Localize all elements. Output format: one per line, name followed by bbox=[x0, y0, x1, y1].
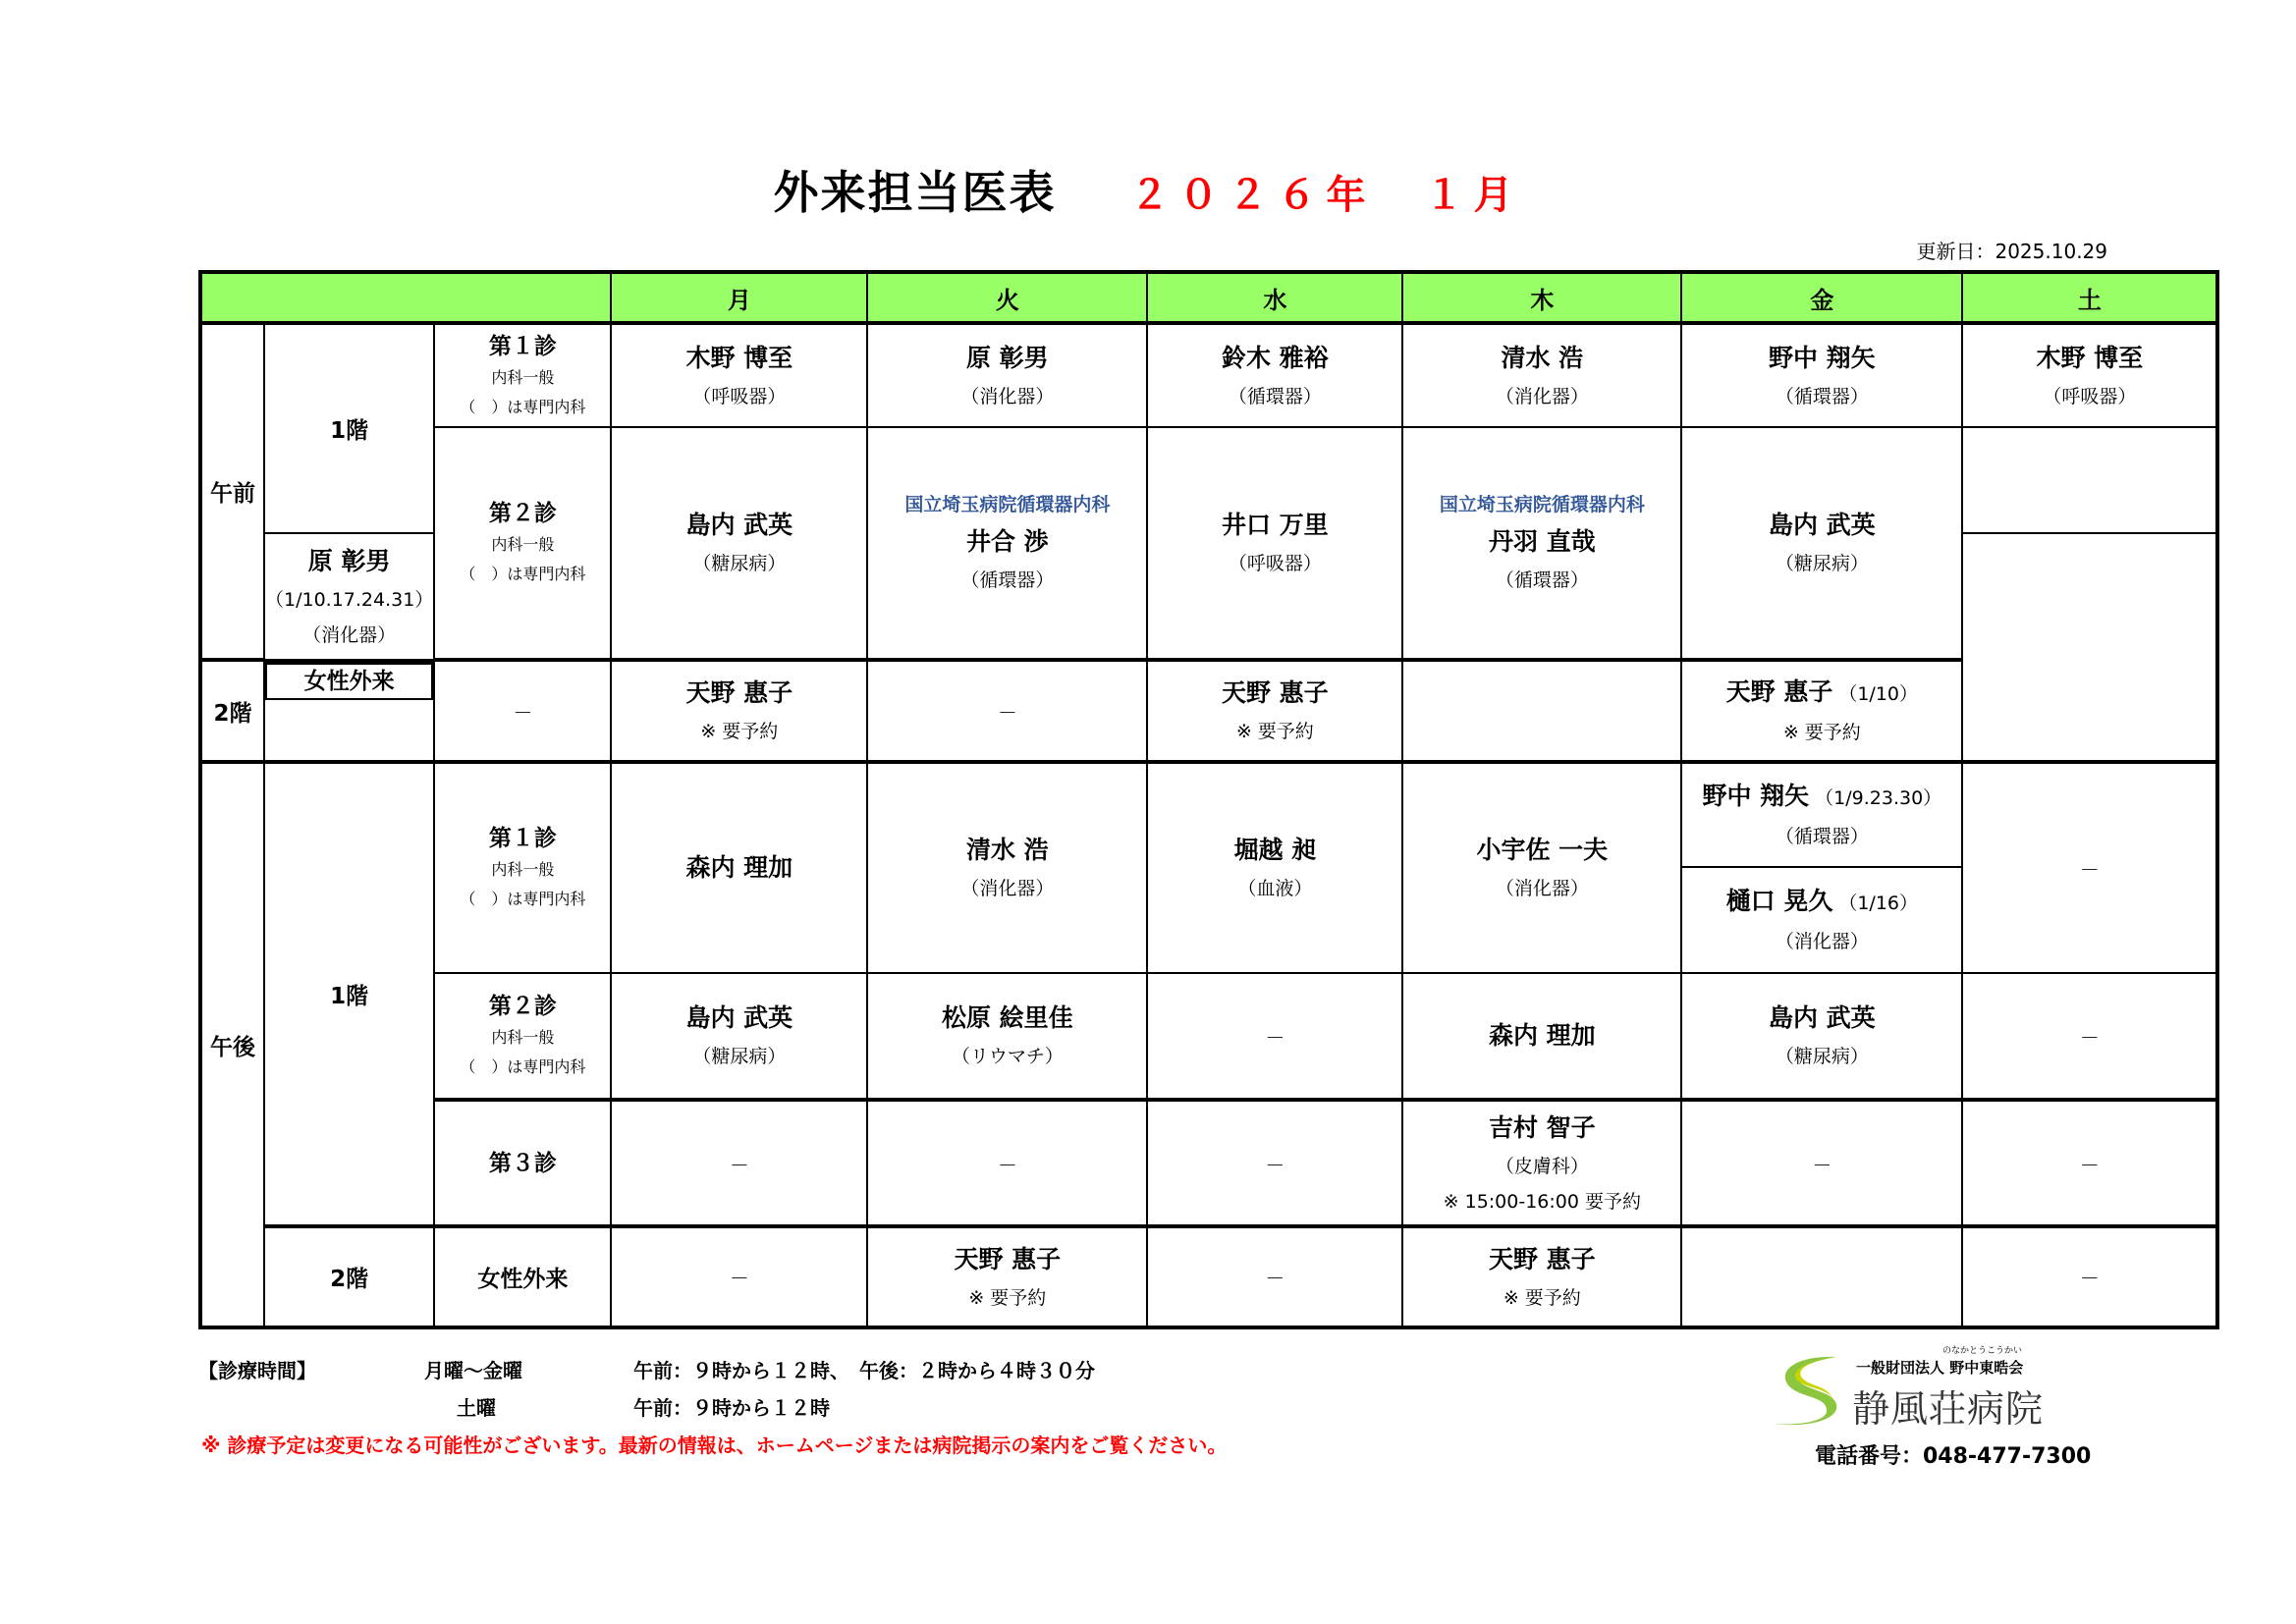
pm-room1-mon: 森内 理加 bbox=[611, 762, 867, 973]
updated-date: 更新日：2025.10.29 bbox=[1916, 240, 2107, 263]
saturday-hours: 午前：９時から１２時 bbox=[633, 1396, 830, 1420]
am-womens-fri bbox=[1402, 660, 1681, 762]
pm-room3-fri: － bbox=[1681, 1100, 1962, 1226]
am-womens-label: 女性外来 bbox=[265, 661, 433, 700]
am-womens-mon: － bbox=[434, 660, 611, 762]
am-room2-label: 第２診 内科一般 （ ）は専門内科 bbox=[434, 427, 611, 660]
hospital-logo bbox=[1768, 1343, 2062, 1432]
day-header-tue: 火 bbox=[867, 272, 1147, 323]
pm-room2-fri: 島内 武英 （糖尿病） bbox=[1681, 973, 1962, 1100]
pm-womens-mon: － bbox=[611, 1226, 867, 1327]
affiliation-label: 国立埼玉病院循環器内科 bbox=[1439, 494, 1645, 515]
year-month: ２０２６年 １月 bbox=[1129, 173, 1523, 218]
pm-room2-wed: － bbox=[1147, 973, 1402, 1100]
day-header-mon: 月 bbox=[611, 272, 867, 323]
am-room1-mon: 木野 博至 （呼吸器） bbox=[611, 323, 867, 427]
org-name: 一般財団法人 野中東晧会 bbox=[1856, 1359, 2024, 1377]
pm-room1-row-a bbox=[200, 762, 2217, 867]
am-room1-label: 第１診 内科一般 （ ）は専門内科 bbox=[434, 323, 611, 427]
pm-room1-sat: － bbox=[1962, 762, 2217, 973]
am-room1-fri: 野中 翔矢 （循環器） bbox=[1681, 323, 1962, 427]
am-room2-row-a bbox=[200, 427, 2217, 533]
pm-floor1-label: 1階 bbox=[264, 762, 434, 1226]
pm-womens-thu: 天野 惠子 ※ 要予約 bbox=[1402, 1226, 1681, 1327]
pm-room3-label: 第３診 bbox=[434, 1100, 611, 1226]
am-womens-sat: 天野 惠子 （1/10） ※ 要予約 bbox=[1681, 660, 1962, 762]
pm-room1-fri-top: 野中 翔矢 （1/9.23.30） （循環器） bbox=[1681, 762, 1962, 867]
schedule-table bbox=[198, 270, 2219, 1329]
pm-room2-row bbox=[200, 973, 2217, 1100]
pm-womens-sat: － bbox=[1962, 1226, 2217, 1327]
pm-womens-tue: 天野 惠子 ※ 要予約 bbox=[867, 1226, 1147, 1327]
day-header-wed: 水 bbox=[1147, 272, 1402, 323]
header-corner bbox=[200, 272, 611, 323]
pm-floor2-label: 2階 bbox=[264, 1226, 434, 1327]
pm-womens-wed: － bbox=[1147, 1226, 1402, 1327]
am-floor1-label: 1階 bbox=[264, 323, 434, 533]
am-room2-thu: 国立埼玉病院循環器内科 丹羽 直哉 （循環器） bbox=[1402, 427, 1681, 660]
hours-label: 【診療時間】 bbox=[198, 1359, 316, 1382]
pm-womens-fri bbox=[1681, 1226, 1962, 1327]
pm-room1-wed: 堀越 昶 （血液） bbox=[1147, 762, 1402, 973]
affiliation-label: 国立埼玉病院循環器内科 bbox=[904, 494, 1111, 515]
pm-womens-row bbox=[200, 1226, 2217, 1327]
pm-room2-mon: 島内 武英 （糖尿病） bbox=[611, 973, 867, 1100]
s-swoosh-icon bbox=[1768, 1351, 1846, 1430]
pm-room1-label: 第１診 内科一般 （ ）は専門内科 bbox=[434, 762, 611, 973]
am-room2-sat-bottom: 原 彰男 （1/10.17.24.31） （消化器） bbox=[264, 533, 434, 660]
pm-room3-thu: 吉村 智子 （皮膚科） ※ 15:00-16:00 要予約 bbox=[1402, 1100, 1681, 1226]
pm-room1-fri-bottom: 樋口 晃久 （1/16） （消化器） bbox=[1681, 867, 1962, 973]
am-room2-tue: 国立埼玉病院循環器内科 井合 渉 （循環器） bbox=[867, 427, 1147, 660]
am-room2-mon: 島内 武英 （糖尿病） bbox=[611, 427, 867, 660]
am-womens-tue: 天野 惠子 ※ 要予約 bbox=[611, 660, 867, 762]
pm-room3-mon: － bbox=[611, 1100, 867, 1226]
weekday-hours: 午前：９時から１２時、 午後：２時から４時３０分 bbox=[633, 1359, 1095, 1382]
am-room1-tue: 原 彰男 （消化器） bbox=[867, 323, 1147, 427]
am-floor2-label: 2階 bbox=[200, 660, 264, 762]
am-room2-fri: 島内 武英 （糖尿病） bbox=[1681, 427, 1962, 660]
pm-room1-tue: 清水 浩 （消化器） bbox=[867, 762, 1147, 973]
am-room1-sat: 木野 博至 （呼吸器） bbox=[1962, 323, 2217, 427]
am-room2-sat-top bbox=[1962, 427, 2217, 533]
pm-womens-label: 女性外来 bbox=[434, 1226, 611, 1327]
hospital-name: 静風荘病院 bbox=[1852, 1387, 2045, 1431]
day-header-thu: 木 bbox=[1402, 272, 1681, 323]
am-womens-wed: － bbox=[867, 660, 1147, 762]
am-room1-wed: 鈴木 雅裕 （循環器） bbox=[1147, 323, 1402, 427]
am-room1-row bbox=[200, 323, 2217, 427]
weekday-label: 月曜～金曜 bbox=[424, 1359, 522, 1382]
am-room1-thu: 清水 浩 （消化器） bbox=[1402, 323, 1681, 427]
header-row bbox=[200, 272, 2217, 323]
saturday-label: 土曜 bbox=[457, 1396, 496, 1420]
pm-room3-sat: － bbox=[1962, 1100, 2217, 1226]
pm-room3-wed: － bbox=[1147, 1100, 1402, 1226]
org-ruby: のなかとうこうかい bbox=[1942, 1346, 2023, 1356]
page-title: 外来担当医表 bbox=[773, 166, 1057, 219]
pm-label: 午後 bbox=[200, 762, 264, 1327]
phone-number: 電話番号：048-477-7300 bbox=[1815, 1444, 2092, 1469]
day-header-fri: 金 bbox=[1681, 272, 1962, 323]
title-block bbox=[0, 157, 2296, 222]
am-room2-wed: 井口 万里 （呼吸器） bbox=[1147, 427, 1402, 660]
day-header-sat: 土 bbox=[1962, 272, 2217, 323]
am-label: 午前 bbox=[200, 323, 264, 660]
schedule-change-warning: ※ 診療予定は変更になる可能性がございます。最新の情報は、ホームページまたは病院掲示の案内をご覧ください。 bbox=[201, 1434, 1228, 1457]
pm-room2-thu: 森内 理加 bbox=[1402, 973, 1681, 1100]
am-womens-row bbox=[200, 660, 2217, 762]
pm-room3-row bbox=[200, 1100, 2217, 1226]
pm-room3-tue: － bbox=[867, 1100, 1147, 1226]
pm-room2-sat: － bbox=[1962, 973, 2217, 1100]
pm-room2-label: 第２診 内科一般 （ ）は専門内科 bbox=[434, 973, 611, 1100]
pm-room1-thu: 小宇佐 一夫 （消化器） bbox=[1402, 762, 1681, 973]
am-womens-thu: 天野 惠子 ※ 要予約 bbox=[1147, 660, 1402, 762]
pm-room2-tue: 松原 絵里佳 （リウマチ） bbox=[867, 973, 1147, 1100]
